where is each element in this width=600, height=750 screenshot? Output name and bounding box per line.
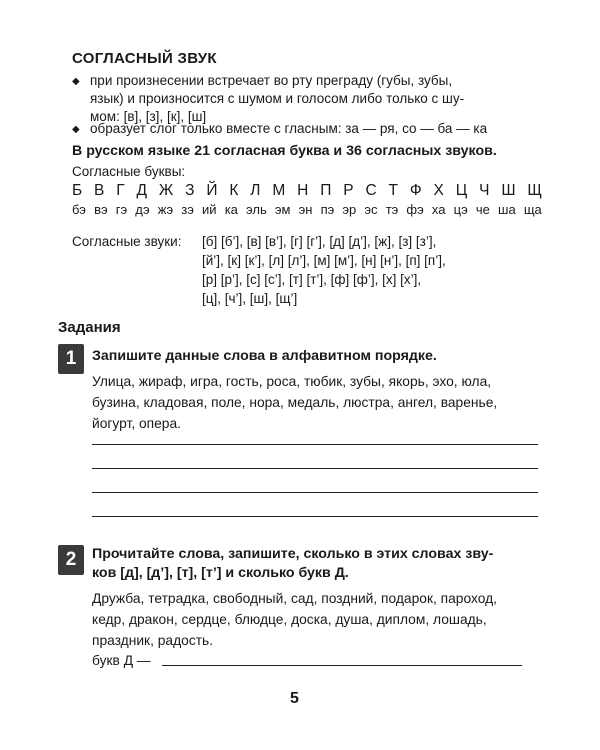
letter-name-item: эль (246, 202, 267, 217)
sounds-line-3: [р] [р’], [с] [с’], [т] [т’], [ф] [ф’], [х] [х’], (202, 272, 422, 287)
letter-item: Ч (479, 182, 490, 199)
task-1-number-badge: 1 (58, 344, 84, 374)
letter-item: Т (388, 182, 398, 199)
tasks-heading: Задания (58, 319, 121, 336)
answer-line-4[interactable] (92, 516, 538, 517)
sounds-line-2: [й’], [к] [к’], [л] [л’], [м] [м’], [н] [н’], [п] [п’], (202, 253, 446, 268)
letter-name-item: фэ (406, 202, 424, 217)
bullet-1-line-2: язык) и произносится с шумом и голосом либо только с шу- (90, 91, 465, 106)
letter-name-item: цэ (453, 202, 468, 217)
answer-line-3[interactable] (92, 492, 538, 493)
letter-item: Ш (501, 182, 516, 199)
letter-name-item: зэ (181, 202, 194, 217)
bullet-1-line-3: мом: [в], [з], [к], [ш] (90, 109, 207, 124)
letter-name-item: эн (298, 202, 313, 217)
letter-item: Б (72, 182, 83, 199)
task-1-words-line-1: Улица, жираф, игра, гость, роса, тюбик, зубы, якорь, эхо, юла, (92, 374, 492, 389)
task-2-title-line-2: ков [д], [д’], [т], [т’] и сколько букв Д. (92, 565, 349, 581)
letter-name-item: эр (342, 202, 357, 217)
page-number: 5 (290, 690, 299, 707)
answer-label-letters-d: букв Д — (92, 653, 151, 668)
letter-name-item: ха (431, 202, 446, 217)
letter-name-item: бэ (72, 202, 86, 217)
letter-item: Ф (409, 182, 422, 199)
letter-name-item: ий (202, 202, 217, 217)
letter-name-item: эс (364, 202, 378, 217)
letter-name-item: пэ (320, 202, 335, 217)
task-2-words-line-3: праздник, радость. (92, 633, 214, 648)
letter-name-item: ка (224, 202, 238, 217)
answer-line-letters-d[interactable] (162, 665, 522, 666)
consonant-sounds-label: Согласные звуки: (72, 234, 182, 249)
sounds-line-1: [б] [б’], [в] [в’], [г] [г’], [д] [д’], [ж], [з] [з’], (202, 234, 437, 249)
letter-item: З (185, 182, 195, 199)
letter-name-item: ща (523, 202, 542, 217)
letter-item: Р (343, 182, 354, 199)
task-2-number-badge: 2 (58, 545, 84, 575)
letter-item: Д (136, 182, 148, 199)
task-2-words-line-1: Дружба, тетрадка, свободный, сад, поздний, подарок, пароход, (92, 591, 497, 606)
answer-line-2[interactable] (92, 468, 538, 469)
letter-item: Л (250, 182, 261, 199)
consonant-letters-label: Согласные буквы: (72, 164, 186, 179)
letter-item: В (94, 182, 105, 199)
letter-name-item: гэ (115, 202, 128, 217)
bullet-2-line-1: образует слог только вместе с гласным: за — ря, со — ба — ка (90, 121, 488, 136)
sounds-line-4: [ц], [ч’], [ш], [щ’] (202, 291, 298, 306)
bullet-marker-2: ◆ (72, 124, 80, 135)
letter-item: Г (116, 182, 125, 199)
letter-item: Ж (158, 182, 174, 199)
letter-name-item: дэ (135, 202, 150, 217)
section-title: СОГЛАСНЫЙ ЗВУК (72, 50, 217, 67)
letter-name-item: жэ (157, 202, 174, 217)
letter-item: Х (433, 182, 444, 199)
letter-item: П (320, 182, 332, 199)
task-1-words-line-3: йогурт, опера. (92, 416, 181, 431)
bullet-marker-1: ◆ (72, 76, 80, 87)
task-1-words-line-2: бузина, кладовая, поле, нора, медаль, люстра, ангел, варенье, (92, 395, 498, 410)
letter-item: Ц (455, 182, 468, 199)
task-1-title: Запишите данные слова в алфавитном порядке. (92, 348, 437, 364)
letter-item: Н (297, 182, 309, 199)
task-2-words-line-2: кедр, дракон, сердце, блюдце, доска, душа, диплом, лошадь, (92, 612, 487, 627)
answer-line-1[interactable] (92, 444, 538, 445)
letters-row (72, 182, 542, 200)
letter-item: С (365, 182, 377, 199)
letter-name-item: вэ (94, 202, 108, 217)
letter-item: Й (206, 182, 218, 199)
letter-names-row (72, 202, 542, 217)
letter-item: М (272, 182, 286, 199)
letter-item: К (229, 182, 239, 199)
letter-item: Щ (527, 182, 542, 199)
task-2-title-line-1: Прочитайте слова, запишите, сколько в этих словах зву- (92, 546, 494, 562)
letter-name-item: ша (498, 202, 516, 217)
letter-name-item: тэ (385, 202, 399, 217)
letter-name-item: че (475, 202, 490, 217)
letter-name-item: эм (274, 202, 291, 217)
bullet-1-line-1: при произнесении встречает во рту преграду (губы, зубы, (90, 73, 453, 88)
summary-statement: В русском языке 21 согласная буква и 36 согласных звуков. (72, 143, 497, 159)
